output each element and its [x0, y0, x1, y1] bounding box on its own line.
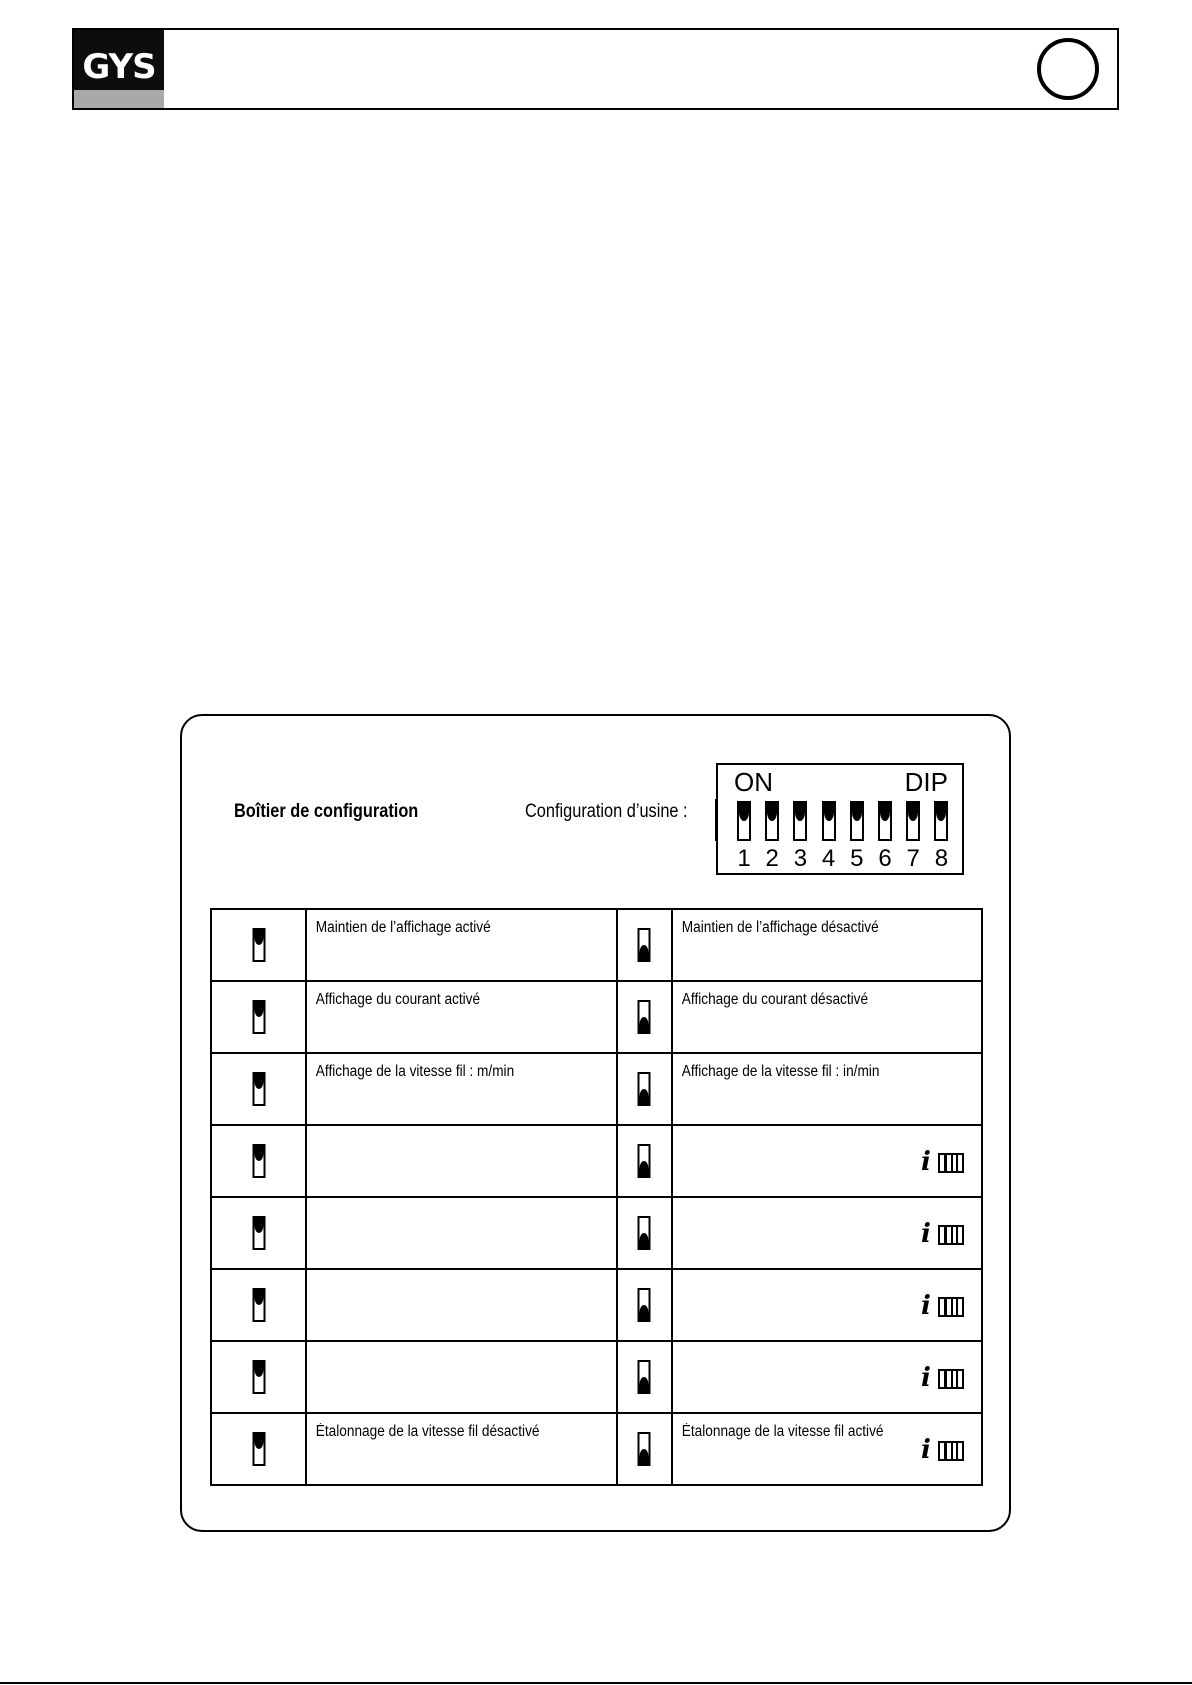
option-off-cell	[672, 981, 983, 1053]
switch-down-cell	[617, 909, 672, 981]
dip-switch-5-icon	[850, 801, 864, 841]
option-on-text	[307, 1198, 578, 1207]
gys-logo	[74, 30, 164, 108]
switch-down-icon	[638, 1288, 651, 1322]
info-letter: i	[921, 1435, 931, 1465]
dip-switch-4-icon	[822, 801, 836, 841]
dip-bracket	[715, 799, 717, 841]
switch-down-icon	[638, 928, 651, 962]
info-letter: i	[921, 1219, 931, 1249]
option-on-cell	[306, 1269, 617, 1341]
configuration-panel	[180, 714, 1011, 1532]
factory-config-label: Configuration d’usine :	[525, 801, 688, 822]
switch-up-cell	[211, 1269, 306, 1341]
option-on-text: Maintien de l’affichage activé	[315, 919, 491, 936]
switch-down-icon	[638, 1216, 651, 1250]
switch-down-cell	[617, 1413, 672, 1485]
info-manual-icon	[921, 1291, 967, 1321]
info-manual-icon	[921, 1363, 967, 1393]
option-off-cell	[672, 1269, 983, 1341]
switch-up-icon	[252, 1288, 265, 1322]
bottom-rule	[0, 1682, 1192, 1684]
option-on-cell	[306, 909, 617, 981]
dip-switch-row	[734, 799, 946, 843]
config-row	[211, 1413, 982, 1485]
switch-down-icon	[638, 1000, 651, 1034]
option-off-text: Maintien de l’affichage désactivé	[681, 919, 879, 936]
option-off-text: Affichage du courant désactivé	[681, 991, 868, 1008]
info-letter: i	[921, 1147, 931, 1177]
option-off-cell	[672, 1125, 983, 1197]
switch-up-cell	[211, 1053, 306, 1125]
switch-up-icon	[252, 1072, 265, 1106]
switch-up-icon	[252, 1000, 265, 1034]
book-icon	[938, 1297, 964, 1317]
switch-down-cell	[617, 1269, 672, 1341]
dip-number-6: 6	[878, 845, 892, 872]
config-table	[210, 908, 983, 1486]
page-header	[72, 28, 1119, 110]
option-off-text: Affichage de la vitesse fil : in/min	[681, 1063, 879, 1080]
config-row	[211, 1269, 982, 1341]
dip-number-3: 3	[793, 845, 808, 872]
dip-number-8: 8	[934, 845, 949, 872]
logo-stripe	[74, 90, 164, 108]
option-off-text	[673, 1126, 944, 1135]
dip-number-4: 4	[821, 845, 836, 872]
switch-up-icon	[252, 1432, 265, 1466]
panel-title: Boîtier de configuration	[234, 801, 419, 822]
option-off-cell	[672, 1413, 983, 1485]
switch-up-icon	[252, 1216, 265, 1250]
dip-number-5: 5	[850, 845, 864, 872]
book-icon	[938, 1441, 964, 1461]
info-manual-icon	[921, 1435, 967, 1465]
book-icon	[938, 1153, 964, 1173]
option-off-cell	[672, 1197, 983, 1269]
switch-up-cell	[211, 981, 306, 1053]
info-letter: i	[921, 1291, 931, 1321]
option-on-cell	[306, 1413, 617, 1485]
book-icon	[938, 1225, 964, 1245]
dip-switch-block	[716, 763, 964, 875]
option-on-cell	[306, 1341, 617, 1413]
option-on-cell	[306, 1053, 617, 1125]
dip-switch-2-icon	[765, 801, 779, 841]
dip-switch-8-icon	[934, 801, 948, 841]
switch-down-cell	[617, 1197, 672, 1269]
option-off-cell	[672, 1053, 983, 1125]
option-off-text	[673, 1270, 944, 1279]
switch-down-cell	[617, 1341, 672, 1413]
switch-up-cell	[211, 909, 306, 981]
option-on-text: Affichage du courant activé	[315, 991, 481, 1008]
switch-down-icon	[638, 1072, 651, 1106]
config-row	[211, 1341, 982, 1413]
switch-down-icon	[638, 1360, 651, 1394]
dip-number-7: 7	[906, 845, 920, 872]
option-on-text: Affichage de la vitesse fil : m/min	[315, 1063, 515, 1080]
config-row	[211, 981, 982, 1053]
switch-up-cell	[211, 1341, 306, 1413]
switch-down-cell	[617, 981, 672, 1053]
dip-number-2: 2	[765, 845, 779, 872]
dip-number-row	[734, 845, 949, 873]
config-row	[211, 1125, 982, 1197]
option-on-text	[307, 1270, 578, 1279]
option-off-text	[673, 1342, 944, 1351]
dip-number-1: 1	[737, 845, 751, 872]
dip-on-label: ON	[734, 767, 773, 797]
option-off-cell	[672, 909, 983, 981]
dip-switch-3-icon	[793, 801, 807, 841]
option-on-cell	[306, 981, 617, 1053]
switch-up-cell	[211, 1125, 306, 1197]
dip-switch-1-icon	[737, 801, 751, 841]
switch-down-icon	[638, 1432, 651, 1466]
language-circle-icon	[1037, 38, 1099, 100]
info-manual-icon	[921, 1147, 967, 1177]
option-on-text: Étalonnage de la vitesse fil désactivé	[315, 1423, 540, 1440]
option-on-text	[307, 1342, 578, 1351]
logo-text: GYS	[82, 47, 156, 87]
switch-up-icon	[252, 1144, 265, 1178]
info-letter: i	[921, 1363, 931, 1393]
info-manual-icon	[921, 1219, 967, 1249]
switch-up-cell	[211, 1413, 306, 1485]
switch-down-cell	[617, 1125, 672, 1197]
option-on-cell	[306, 1125, 617, 1197]
switch-up-icon	[252, 928, 265, 962]
dip-label: DIP	[904, 767, 948, 797]
dip-switch-7-icon	[906, 801, 920, 841]
option-off-text: Étalonnage de la vitesse fil activé	[681, 1423, 883, 1440]
switch-down-cell	[617, 1053, 672, 1125]
config-row	[211, 909, 982, 981]
option-on-cell	[306, 1197, 617, 1269]
switch-up-cell	[211, 1197, 306, 1269]
config-row	[211, 1053, 982, 1125]
config-row	[211, 1197, 982, 1269]
option-off-cell	[672, 1341, 983, 1413]
option-off-text	[673, 1198, 944, 1207]
option-on-text	[307, 1126, 578, 1135]
switch-down-icon	[638, 1144, 651, 1178]
switch-up-icon	[252, 1360, 265, 1394]
book-icon	[938, 1369, 964, 1389]
dip-switch-6-icon	[878, 801, 892, 841]
